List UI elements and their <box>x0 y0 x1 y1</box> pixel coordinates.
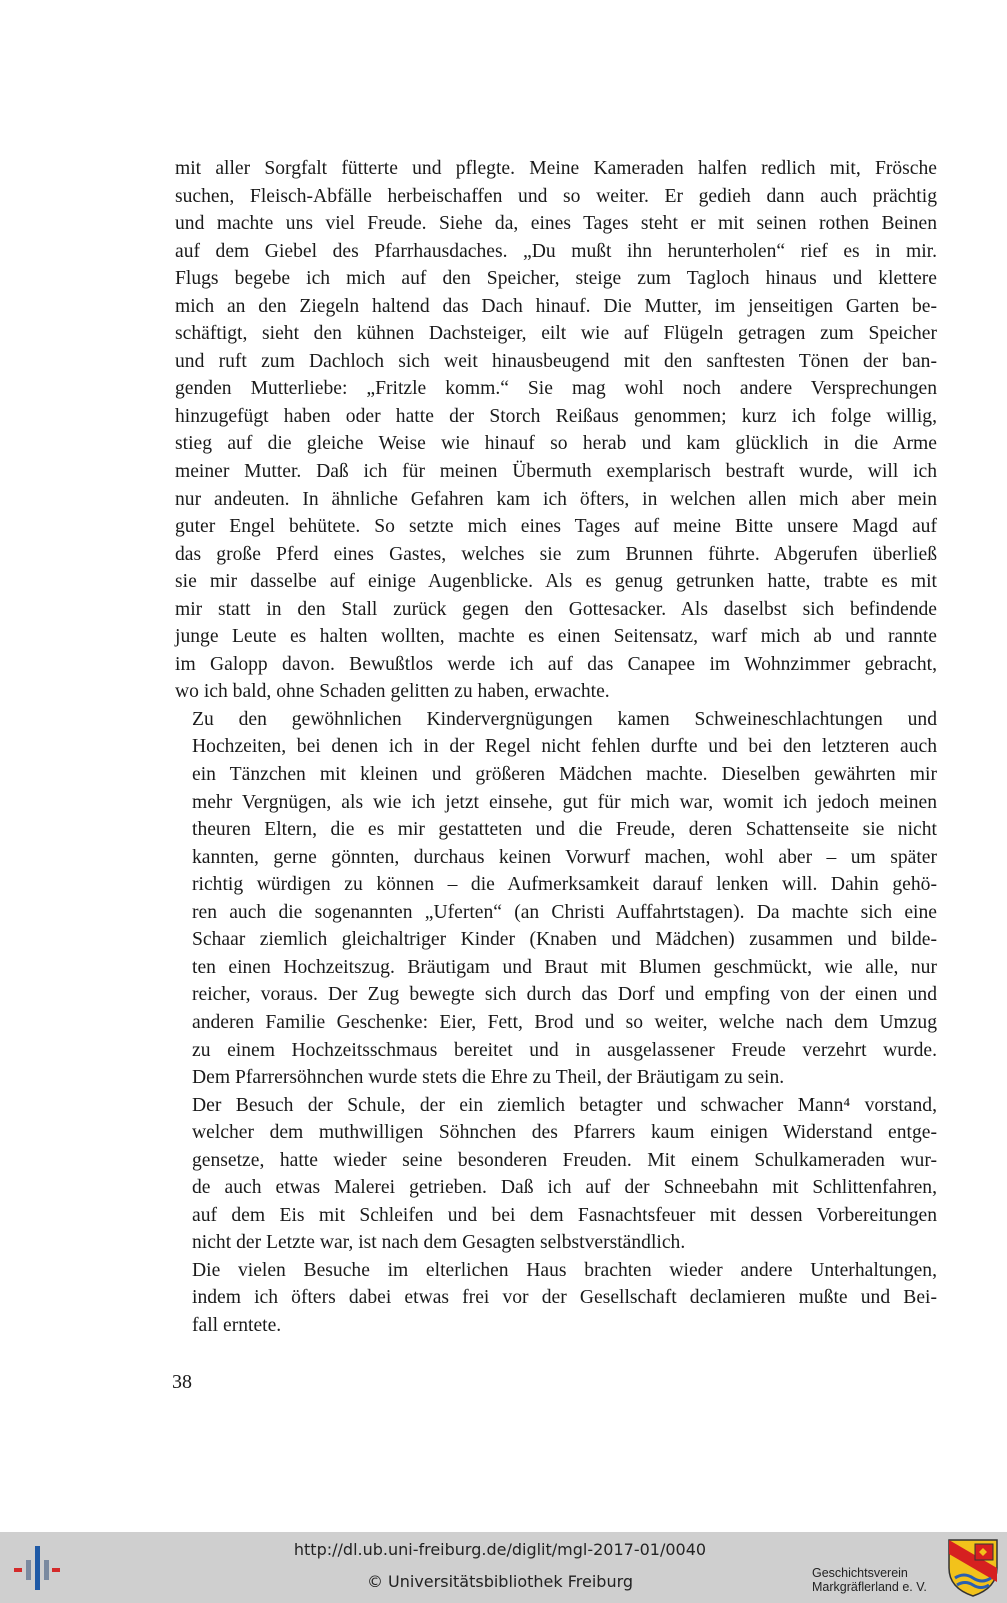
text-line: hinzugefügt haben oder hatte der Storch Reißaus genommen; kurz ich folge willig, <box>175 405 937 427</box>
document-url-link[interactable]: http://dl.ub.uni-freiburg.de/diglit/mgl-2017-01/0040 <box>293 1540 707 1559</box>
text-line: guter Engel behütete. So setzte mich eines Tages auf meine Bitte unsere Magd auf <box>175 516 937 538</box>
text-line: mit aller Sorgfalt fütterte und pflegte. Meine Kameraden halfen redlich mit, Frösche <box>175 158 937 179</box>
text-line: mich an den Ziegeln haltend das Dach hinauf. Die Mutter, im jenseitigen Garten be- <box>175 295 937 317</box>
text-line: Der Besuch der Schule, der ein ziemlich betagter und schwacher Mann⁴ vorstand, <box>192 1094 937 1116</box>
text-line: Schaar ziemlich gleichaltriger Kinder (Knaben und Mädchen) zusammen und bilde- <box>192 929 937 951</box>
text-line: anderen Familie Geschenke: Eier, Fett, Brod und so weiter, welche nach dem Umzug <box>192 1011 937 1033</box>
paragraph-2 <box>175 706 937 1092</box>
text-line: das große Pferd eines Gastes, welches sie zum Brunnen führte. Abgerufen überließ <box>175 543 937 565</box>
text-line: stieg auf die gleiche Weise wie hinauf so herab und kam glücklich in die Arme <box>175 433 937 455</box>
footer-bar <box>0 1532 1007 1603</box>
text-line: mehr Vergnügen, als wie ich jetzt einsehe, gut für mich war, womit ich jedoch meinen <box>192 791 937 813</box>
text-line: Dem Pfarrersöhnchen wurde stets die Ehre zu Theil, der Bräutigam zu sein. <box>192 1067 785 1089</box>
text-line: junge Leute es halten wollten, machte es einen Seitensatz, warf mich ab und rannte <box>175 626 937 648</box>
text-line: und ruft zum Dachloch sich weit hinausbeugend mit den sanftesten Tönen der ban- <box>175 350 937 372</box>
text-line: indem ich öfters dabei etwas frei vor der Gesellschaft declamieren mußte und Bei- <box>192 1287 937 1309</box>
text-line: im Galopp davon. Bewußtlos werde ich auf das Canapee im Wohnzimmer gebracht, <box>175 653 937 675</box>
text-line: meiner Mutter. Daß ich für meinen Übermuth exemplarisch bestraft wurde, will ich <box>175 461 937 483</box>
page-number: 38 <box>172 1371 192 1393</box>
society-name <box>812 1566 927 1594</box>
text-line: richtig würdigen zu können – die Aufmerksamkeit darauf lenken will. Dahin gehö- <box>192 874 937 896</box>
text-line: auf dem Giebel des Pfarrhausdaches. „Du mußt ihn herunterholen“ rief es in mir. <box>175 240 937 262</box>
text-line: auf dem Eis mit Schleifen und bei dem Fasnachtsfeuer mit dessen Vorbereitungen <box>192 1204 937 1226</box>
text-line: kannten, gerne gönnten, durchaus keinen Vorwurf machen, wohl aber – um später <box>192 846 937 868</box>
text-line: mir statt in den Stall zurück gegen den Gottesacker. Als daselbst sich befindende <box>175 598 937 620</box>
text-line: ren auch die sogenannten „Uferten“ (an Christi Auffahrtstagen). Da machte sich eine <box>192 901 937 923</box>
text-line: Flugs begebe ich mich auf den Speicher, steige zum Tagloch hinaus und klettere <box>175 268 937 290</box>
copyright-notice: © Universitätsbibliothek Freiburg <box>366 1572 634 1591</box>
text-line: Die vielen Besuche im elterlichen Haus brachten wieder andere Unterhaltungen, <box>192 1259 937 1281</box>
text-line: suchen, Fleisch-Abfälle herbeischaffen und so weiter. Er gedieh dann auch prächtig <box>175 185 937 207</box>
text-line: fall erntete. <box>192 1314 282 1336</box>
text-line: welcher dem muthwilligen Söhnchen des Pfarrers kaum einigen Widerstand entge- <box>192 1122 937 1144</box>
ub-freiburg-logo-icon[interactable] <box>14 1544 60 1592</box>
text-line: schäftigt, sieht den kühnen Dachsteiger, eilt wie auf Flügeln getragen zum Speicher <box>175 323 937 345</box>
text-line: theuren Eltern, die es mir gestatteten und die Freude, deren Schattenseite sie nicht <box>192 819 937 841</box>
text-line: Hochzeiten, bei denen ich in der Regel nicht fehlen durfte und bei den letzteren auch <box>192 736 937 758</box>
text-line: nur andeuten. In ähnliche Gefahren kam ich öfters, in welchen allen mich aber mein <box>175 488 937 510</box>
text-line: ten einen Hochzeitszug. Bräutigam und Braut mit Blumen geschmückt, wie alle, nur <box>192 956 937 978</box>
paragraph-1 <box>175 155 937 706</box>
text-line: Zu den gewöhnlichen Kindervergnügungen kamen Schweineschlachtungen und <box>192 708 937 730</box>
text-line: genden Mutterliebe: „Fritzle komm.“ Sie mag wohl noch andere Versprechungen <box>175 378 937 400</box>
society-name-line2: Markgräflerland e. V. <box>812 1580 927 1594</box>
text-line: nicht der Letzte war, ist nach dem Gesagten selbstverständlich. <box>192 1232 686 1254</box>
text-line: reicher, voraus. Der Zug bewegte sich durch das Dorf und empfing von der einen und <box>192 984 937 1006</box>
text-line: ein Tänzchen mit kleinen und größeren Mädchen machte. Dieselben gewährten mir <box>192 764 937 786</box>
text-line: de auch etwas Malerei getrieben. Daß ich auf der Schneebahn mit Schlittenfahren, <box>192 1177 937 1199</box>
paragraph-4 <box>175 1257 937 1340</box>
text-line: und machte uns viel Freude. Siehe da, eines Tages steht er mit seinen rothen Beinen <box>175 213 937 235</box>
body-text <box>175 155 937 1340</box>
text-line: gensetze, hatte wieder seine besonderen Freuden. Mit einem Schulkameraden wur- <box>192 1149 937 1171</box>
text-line: zu einem Hochzeitsschmaus bereitet und in ausgelassener Freude verzehrt wurde. <box>192 1039 937 1061</box>
coat-of-arms-icon[interactable] <box>947 1538 999 1598</box>
text-line: wo ich bald, ohne Schaden gelitten zu haben, erwachte. <box>175 681 610 703</box>
text-line: sie mir dasselbe auf einige Augenblicke. Als es genug getrunken hatte, trabte es mit <box>175 571 937 593</box>
society-name-line1: Geschichtsverein <box>812 1566 908 1580</box>
paragraph-3 <box>175 1092 937 1257</box>
